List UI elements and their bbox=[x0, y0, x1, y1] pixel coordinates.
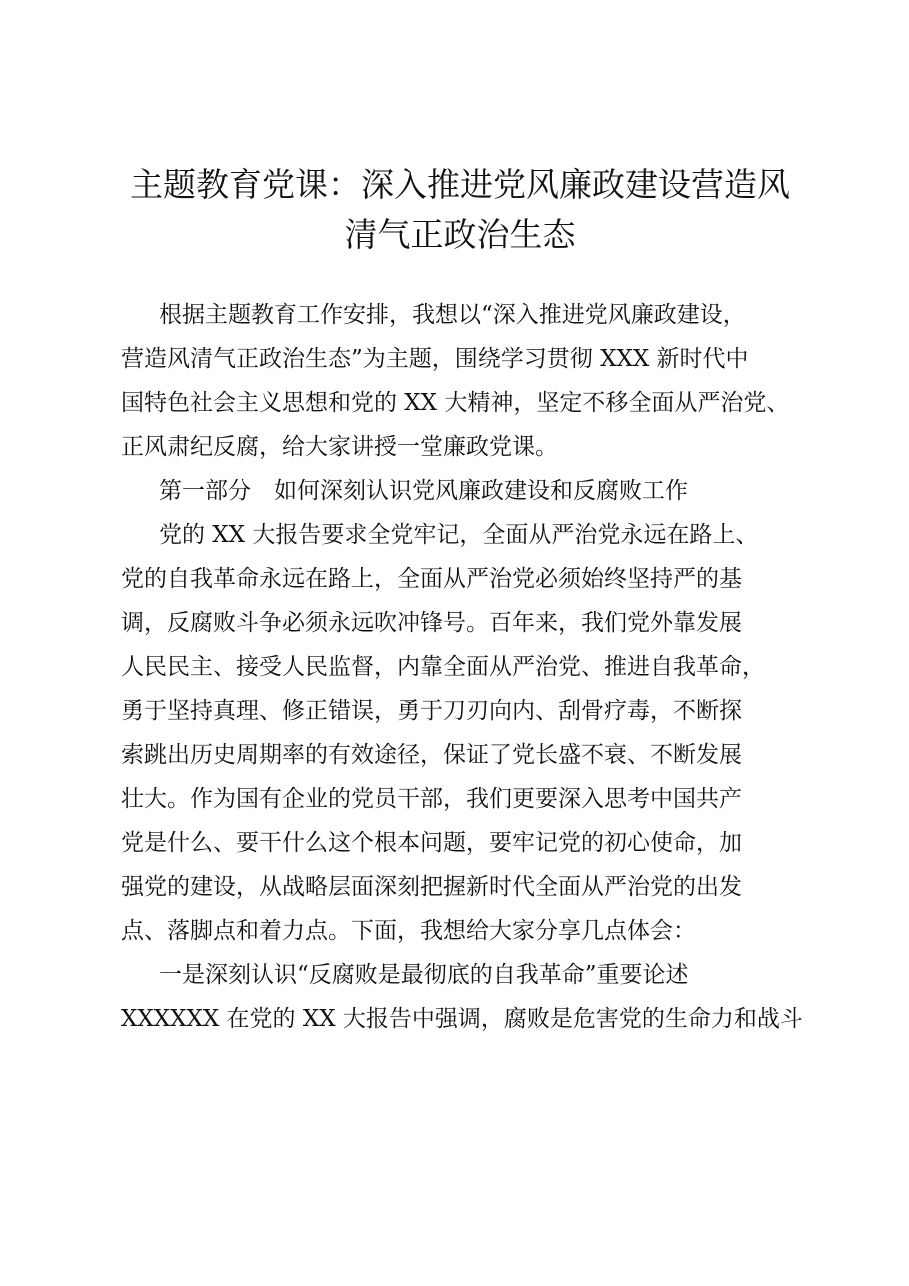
paragraph-line: 强党的建设，从战略层面深刻把握新时代全面从严治党的出发 bbox=[121, 874, 742, 900]
paragraph-main bbox=[121, 513, 811, 953]
paragraph-line: 一是深刻认识“反腐败是最彻底的自我革命”重要论述 bbox=[159, 962, 689, 988]
paragraph-line: 人民民主、接受人民监督，内靠全面从严治党、推进自我革命， bbox=[121, 654, 765, 680]
paragraph-line: 索跳出历史周期率的有效途径，保证了党长盛不衰、不断发展 bbox=[121, 742, 742, 768]
paragraph-line: 党是什么、要干什么这个根本问题，要牢记党的初心使命，加 bbox=[121, 830, 742, 856]
paragraph-point-one bbox=[121, 953, 811, 1041]
section-heading-text: 第一部分 如何深刻认识党风廉政建设和反腐败工作 bbox=[159, 478, 688, 504]
paragraph-line: 勇于坚持真理、修正错误，勇于刀刃向内、刮骨疗毒，不断探 bbox=[121, 698, 742, 724]
title-line: 主题教育党课：深入推进党风廉政建设营造风 bbox=[130, 165, 790, 204]
title-line: 清气正政治生态 bbox=[344, 215, 576, 254]
section-heading bbox=[121, 469, 811, 513]
paragraph-line: 调，反腐败斗争必须永远吹冲锋号。百年来，我们党外靠发展 bbox=[121, 610, 742, 636]
paragraph-intro bbox=[121, 293, 811, 469]
paragraph-line: 营造风清气正政治生态”为主题，围绕学习贯彻 XXX 新时代中 bbox=[121, 346, 749, 372]
paragraph-line: 正风肃纪反腐，给大家讲授一堂廉政党课。 bbox=[121, 434, 558, 460]
paragraph-line: 根据主题教育工作安排，我想以“深入推进党风廉政建设， bbox=[159, 302, 746, 328]
document-title bbox=[110, 160, 810, 260]
paragraph-line: 党的 XX 大报告要求全党牢记，全面从严治党永远在路上、 bbox=[159, 522, 759, 548]
paragraph-line: 点、落脚点和着力点。下面，我想给大家分享几点体会： bbox=[121, 918, 696, 944]
paragraph-line: 壮大。作为国有企业的党员干部，我们更要深入思考中国共产 bbox=[121, 786, 742, 812]
document-body bbox=[121, 293, 811, 1041]
paragraph-line: XXXXXX 在党的 XX 大报告中强调，腐败是危害党的生命力和战斗 bbox=[121, 1006, 803, 1032]
paragraph-line: 党的自我革命永远在路上，全面从严治党必须始终坚持严的基 bbox=[121, 566, 742, 592]
paragraph-line: 国特色社会主义思想和党的 XX 大精神，坚定不移全面从严治党、 bbox=[121, 390, 790, 416]
